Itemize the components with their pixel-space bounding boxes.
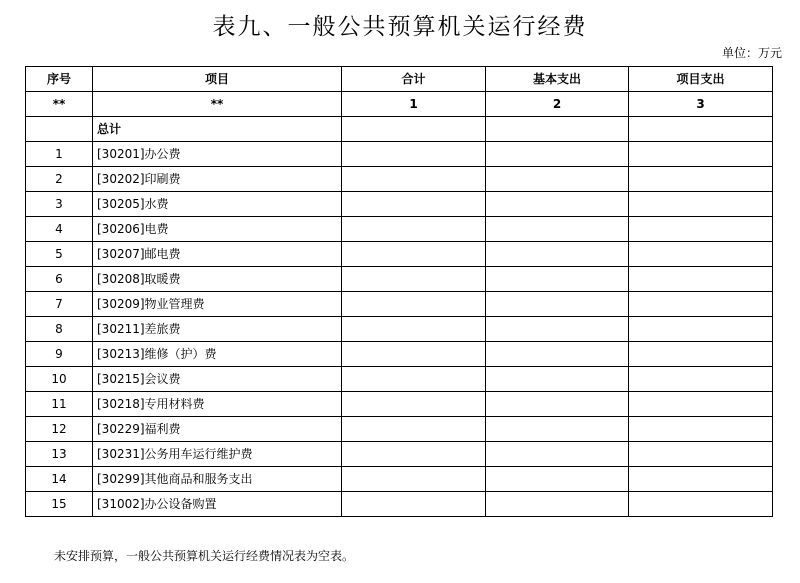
row-seq: 10 (26, 367, 93, 392)
row-seq: 14 (26, 467, 93, 492)
row-seq: 2 (26, 167, 93, 192)
row-total (342, 192, 486, 217)
table-row (26, 492, 773, 517)
table-row (26, 442, 773, 467)
row-project (629, 267, 773, 292)
row-project (629, 467, 773, 492)
row-item: [30215]会议费 (93, 367, 342, 392)
row-basic (486, 417, 629, 442)
table-row (26, 292, 773, 317)
row-seq: 3 (26, 192, 93, 217)
footnote: 未安排预算，一般公共预算机关运行经费情况表为空表。 (54, 549, 355, 563)
row-basic (486, 492, 629, 517)
header-project: 项目支出 (629, 67, 773, 92)
row-project (629, 492, 773, 517)
total-row (26, 117, 773, 142)
row-total (342, 342, 486, 367)
header-row (26, 67, 773, 92)
row-project (629, 142, 773, 167)
row-basic (486, 192, 629, 217)
table-row (26, 267, 773, 292)
row-basic (486, 292, 629, 317)
row-item: [30213]维修（护）费 (93, 342, 342, 367)
code-seq: ** (26, 92, 93, 117)
row-project (629, 442, 773, 467)
row-total (342, 367, 486, 392)
row-basic (486, 267, 629, 292)
row-item: [30209]物业管理费 (93, 292, 342, 317)
table-row (26, 392, 773, 417)
table-row (26, 467, 773, 492)
header-total: 合计 (342, 67, 486, 92)
code-total: 1 (342, 92, 486, 117)
row-item: [30299]其他商品和服务支出 (93, 467, 342, 492)
row-seq: 7 (26, 292, 93, 317)
row-basic (486, 342, 629, 367)
row-seq: 9 (26, 342, 93, 367)
total-project (629, 117, 773, 142)
row-project (629, 217, 773, 242)
row-item: [30231]公务用车运行维护费 (93, 442, 342, 467)
page-title: 表九、一般公共预算机关运行经费 (212, 14, 588, 40)
unit-label: 单位：万元 (721, 46, 782, 60)
code-row (26, 92, 773, 117)
row-total (342, 292, 486, 317)
row-project (629, 167, 773, 192)
row-item: [30206]电费 (93, 217, 342, 242)
table-row (26, 142, 773, 167)
row-item: [30211]差旅费 (93, 317, 342, 342)
row-seq: 8 (26, 317, 93, 342)
total-label: 总计 (93, 117, 342, 142)
budget-table (25, 66, 773, 517)
table-row (26, 192, 773, 217)
header-basic: 基本支出 (486, 67, 629, 92)
row-item: [30229]福利费 (93, 417, 342, 442)
row-project (629, 367, 773, 392)
row-seq: 5 (26, 242, 93, 267)
row-basic (486, 392, 629, 417)
row-total (342, 492, 486, 517)
total-seq (26, 117, 93, 142)
table-row (26, 217, 773, 242)
total-basic (486, 117, 629, 142)
row-seq: 11 (26, 392, 93, 417)
row-total (342, 442, 486, 467)
row-total (342, 392, 486, 417)
row-total (342, 142, 486, 167)
row-total (342, 417, 486, 442)
row-basic (486, 217, 629, 242)
table-row (26, 417, 773, 442)
row-item: [30218]专用材料费 (93, 392, 342, 417)
row-basic (486, 317, 629, 342)
header-item: 项目 (93, 67, 342, 92)
table-row (26, 242, 773, 267)
row-item: [30201]办公费 (93, 142, 342, 167)
row-basic (486, 367, 629, 392)
row-total (342, 467, 486, 492)
row-seq: 15 (26, 492, 93, 517)
row-project (629, 342, 773, 367)
row-basic (486, 242, 629, 267)
row-total (342, 217, 486, 242)
code-basic: 2 (486, 92, 629, 117)
code-project: 3 (629, 92, 773, 117)
row-project (629, 292, 773, 317)
table-row (26, 342, 773, 367)
row-project (629, 192, 773, 217)
row-seq: 1 (26, 142, 93, 167)
row-seq: 4 (26, 217, 93, 242)
row-basic (486, 167, 629, 192)
table-row (26, 367, 773, 392)
row-basic (486, 467, 629, 492)
row-total (342, 242, 486, 267)
total-total (342, 117, 486, 142)
table-row (26, 317, 773, 342)
row-project (629, 317, 773, 342)
row-total (342, 267, 486, 292)
row-seq: 12 (26, 417, 93, 442)
row-seq: 6 (26, 267, 93, 292)
row-total (342, 317, 486, 342)
row-item: [30205]水费 (93, 192, 342, 217)
row-project (629, 392, 773, 417)
table-row (26, 167, 773, 192)
row-basic (486, 142, 629, 167)
row-seq: 13 (26, 442, 93, 467)
row-item: [30207]邮电费 (93, 242, 342, 267)
row-item: [30202]印刷费 (93, 167, 342, 192)
row-item: [30208]取暖费 (93, 267, 342, 292)
header-seq: 序号 (26, 67, 93, 92)
row-basic (486, 442, 629, 467)
row-item: [31002]办公设备购置 (93, 492, 342, 517)
code-item: ** (93, 92, 342, 117)
row-project (629, 242, 773, 267)
row-project (629, 417, 773, 442)
row-total (342, 167, 486, 192)
